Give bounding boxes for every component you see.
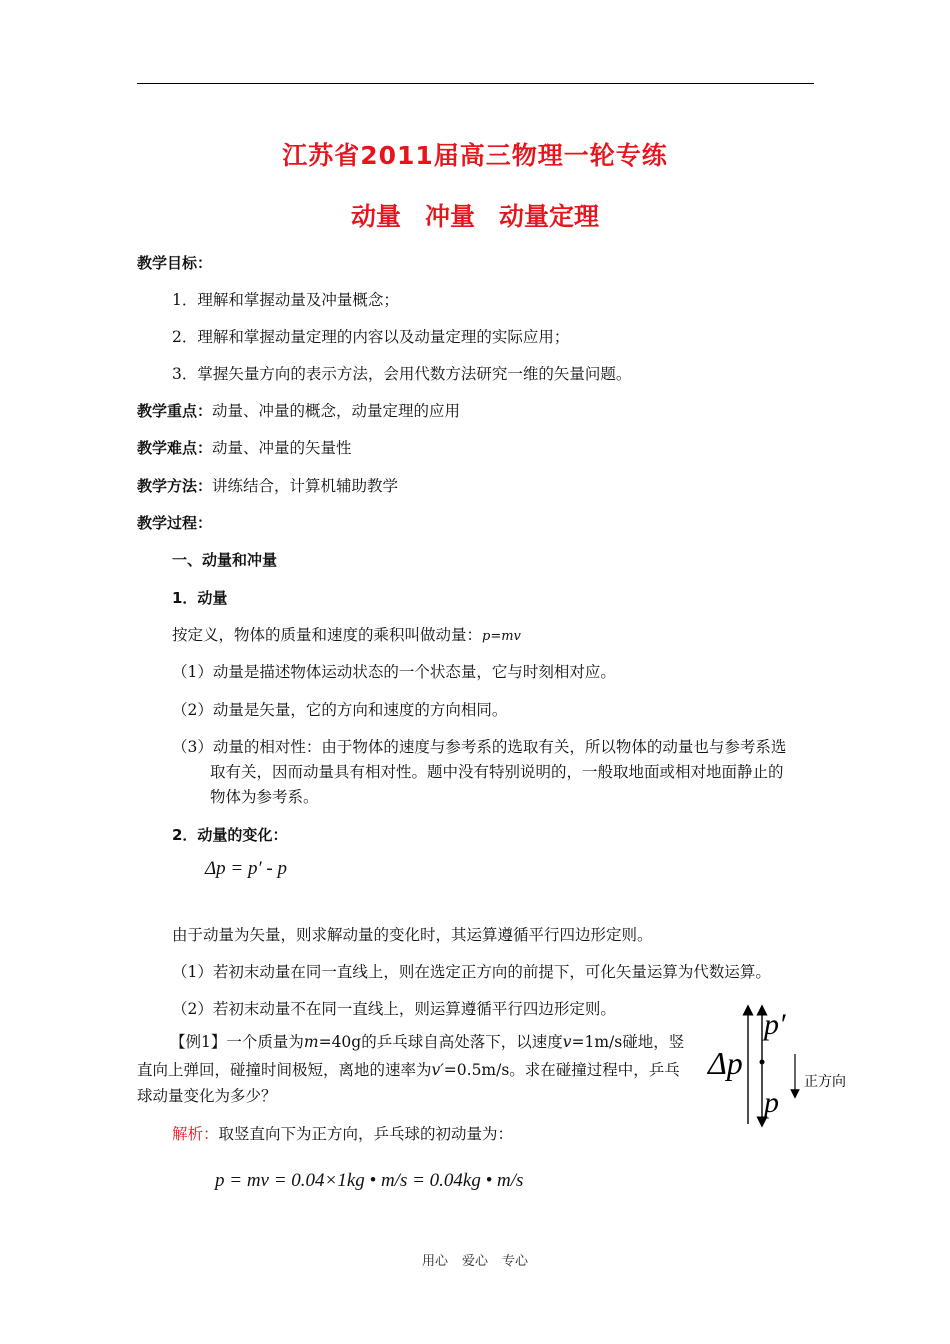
example-text: =1m/s碰地，竖 bbox=[571, 1033, 685, 1051]
change-point: （1）若初末动量在同一直线上，则在选定正方向的前提下，可化矢量运算为代数运算。 bbox=[172, 963, 771, 981]
key-points-label: 教学重点： bbox=[137, 402, 213, 420]
definition-text: 按定义，物体的质量和速度的乘积叫做动量： bbox=[172, 626, 483, 644]
point-item-continued: 取有关，因而动量具有相对性。题中没有特别说明的，一般取地面或相对地面静止的 bbox=[210, 763, 784, 781]
point-item-continued: 物体为参考系。 bbox=[210, 788, 319, 806]
example-line: 球动量变化为多少？ bbox=[137, 1087, 277, 1105]
key-points-text: 动量、冲量的概念，动量定理的应用 bbox=[212, 402, 461, 420]
direction-label: 正方向 bbox=[804, 1074, 846, 1090]
subtitle-part: 动量 bbox=[350, 202, 401, 231]
point-item: （2）动量是矢量，它的方向和速度的方向相同。 bbox=[172, 701, 508, 719]
solution-formula: p = mv = 0.04×1kg • m/s = 0.04kg • m/s bbox=[215, 1170, 524, 1191]
process-label: 教学过程： bbox=[137, 514, 213, 532]
footer-item: 用心 bbox=[421, 1254, 448, 1269]
p-prime-label: p′ bbox=[764, 1008, 786, 1041]
example-line bbox=[170, 1032, 684, 1052]
ball-point bbox=[760, 1060, 765, 1065]
methods-label: 教学方法： bbox=[137, 477, 213, 495]
footer-item: 爱心 bbox=[461, 1254, 488, 1269]
example-text: 【例1】一个质量为 bbox=[170, 1033, 304, 1051]
methods-text: 讲练结合，计算机辅助教学 bbox=[212, 477, 399, 495]
p-label: p bbox=[764, 1086, 779, 1119]
footer-item: 专心 bbox=[502, 1254, 529, 1269]
example-text: 直向上弹回，碰撞时间极短，离地的速率为 bbox=[137, 1061, 432, 1079]
change-formula: Δp = p′ - p bbox=[205, 858, 287, 879]
objective-item: 1．理解和掌握动量及冲量概念； bbox=[172, 291, 399, 309]
definition-formula: p=mv bbox=[482, 629, 521, 644]
subtitle-part: 冲量 bbox=[424, 202, 475, 231]
example-text: =0.5m/s。求在碰撞过程中，乒乓 bbox=[443, 1061, 680, 1079]
solution-text: 取竖直向下为正方向，乒乓球的初动量为： bbox=[218, 1125, 514, 1143]
point-item: （3）动量的相对性：由于物体的速度与参考系的选取有关，所以物体的动量也与参考系选 bbox=[172, 738, 787, 756]
example-line bbox=[137, 1060, 680, 1080]
methods bbox=[137, 476, 398, 496]
definition bbox=[172, 625, 521, 647]
objective-item: 3．掌握矢量方向的表示方法，会用代数方法研究一维的矢量问题。 bbox=[172, 365, 632, 383]
subtitle-part: 动量定理 bbox=[499, 202, 600, 231]
delta-p-label: Δp bbox=[708, 1045, 743, 1081]
example-text: =40g的乒乓球自高处落下，以速度 bbox=[318, 1033, 563, 1051]
solution bbox=[172, 1124, 513, 1144]
page-title: 江苏省2011届高三物理一轮专练 bbox=[282, 141, 668, 170]
point-item: （1）动量是描述物体运动状态的一个状态量，它与时刻相对应。 bbox=[172, 663, 616, 681]
difficulties bbox=[137, 438, 352, 458]
change-point: （2）若初末动量不在同一直线上，则运算遵循平行四边形定则。 bbox=[172, 1000, 616, 1018]
change-text: 由于动量为矢量，则求解动量的变化时，其运算遵循平行四边形定则。 bbox=[172, 926, 653, 944]
section-heading: 一、动量和冲量 bbox=[172, 551, 278, 569]
momentum-diagram bbox=[700, 1002, 870, 1132]
example-var: v bbox=[562, 1033, 572, 1051]
objectives-label: 教学目标： bbox=[137, 254, 213, 272]
footer bbox=[0, 1250, 950, 1269]
subsection-heading: 1．动量 bbox=[172, 589, 228, 607]
subsection-heading: 2．动量的变化： bbox=[172, 826, 288, 844]
key-points bbox=[137, 401, 460, 421]
solution-label: 解析： bbox=[172, 1125, 219, 1143]
difficulties-text: 动量、冲量的矢量性 bbox=[212, 439, 352, 457]
objective-item: 2．理解和掌握动量定理的内容以及动量定理的实际应用； bbox=[172, 328, 570, 346]
page-subtitle bbox=[0, 197, 950, 233]
example-var: v′ bbox=[431, 1061, 444, 1079]
example-var: m bbox=[303, 1033, 319, 1051]
difficulties-label: 教学难点： bbox=[137, 439, 213, 457]
header-rule bbox=[137, 83, 814, 84]
